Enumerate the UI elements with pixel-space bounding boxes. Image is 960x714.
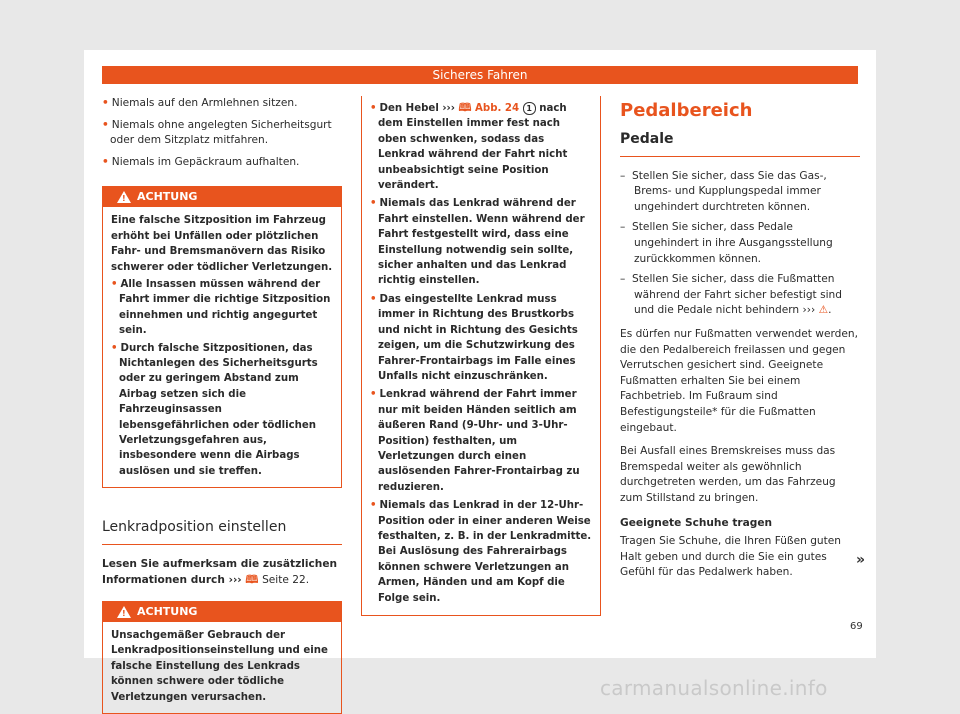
warning-box — [102, 601, 342, 714]
chapter-subtitle: Pedale — [620, 132, 860, 157]
warning-triangle-icon: ! — [117, 191, 131, 203]
warning-body — [103, 207, 341, 487]
bullet-icon: • — [102, 155, 109, 168]
paragraph: Es dürfen nur Fußmatten verwendet werden, die den Pedalbereich freilassen und gegen Verrutschen gesichert sind. Geeignete Fußmatten erhalten Sie bei einem Fachbetrieb. Im Fußraum sind Befestigungsteile* für die Fußmatten eingebaut. — [620, 327, 858, 434]
paragraph: Tragen Sie Schuhe, die Ihren Füßen guten Halt geben und durch die Sie ein gutes Gefühl für das Pedalwerk haben. — [620, 535, 842, 579]
figure-reference-link[interactable]: Abb. 24 — [475, 103, 520, 114]
list-item: • Niemals ohne angelegten Sicherheitsgurt oder dem Sitzplatz mitfahren. — [102, 118, 332, 147]
bullet-icon: • — [102, 97, 109, 109]
warning-item: • Das eingestellte Lenkrad muss immer in Richtung des Brustkorbs und nicht in Richtung des Gesichts zeigen, um die Schutzwirkung des Fahrer-Frontairbags im Falle eines Unfalls nicht einzuschränken. — [370, 293, 578, 382]
list-item: – Stellen Sie sicher, dass die Fußmatten während der Fahrt sicher befestigt sind und die Pedale nicht behindern ››› ⚠. — [620, 273, 842, 317]
column-middle — [361, 96, 601, 616]
book-icon: 🕮 — [245, 573, 259, 587]
book-icon: 🕮 — [458, 101, 472, 114]
warning-item: • Lenkrad während der Fahrt immer nur mit beiden Händen seitlich am äußeren Rand (9-Uhr- und 3-Uhr-Position) festhalten, um Verletzungen durch einen auslösenden Fahrer-Frontairbag zu reduzieren. — [370, 389, 580, 493]
warning-item: • Niemals das Lenkrad in der 12-Uhr-Position oder in einer anderen Weise festhalten, z. B. in der Lenkradmitte. Bei Auslösung des Fahrerairbags können schwere Verletzungen an Armen, Händen und am Kopf die Folge sein. — [370, 500, 592, 604]
continue-arrow-icon: » — [856, 552, 866, 568]
bullet-icon: • — [370, 198, 377, 210]
section-title: Lenkradposition einstellen — [102, 520, 342, 545]
list-item: • Niemals auf den Armlehnen sitzen. — [102, 97, 298, 109]
list-item: • Niemals im Gepäckraum aufhalten. — [102, 155, 300, 168]
column-right — [620, 96, 860, 581]
callout-number: 1 — [523, 102, 536, 115]
warning-continuation-box — [361, 96, 601, 616]
warning-intro: Eine falsche Sitzposition im Fahrzeug erhöht bei Unfällen oder plötzlichen Fahr- und Bremsmanövern das Risiko schwerer oder tödlicher Verletzungen. — [111, 215, 333, 273]
watermark: carmanualsonline.info — [600, 676, 828, 700]
paragraph-heading: Geeignete Schuhe tragen — [620, 517, 773, 530]
chapter-title: Pedalbereich — [620, 100, 753, 121]
list-item: – Stellen Sie sicher, dass Pedale ungehindert in ihre Ausgangsstellung zurückkommen können. — [620, 221, 833, 265]
bullet-icon: • — [111, 279, 118, 290]
bullet-icon: • — [370, 389, 377, 401]
warning-item: • Alle Insassen müssen während der Fahrt immer die richtige Sitzposition einnehmen und richtig angegurtet sein. — [111, 279, 331, 337]
page-reference-link[interactable]: Seite 22. — [262, 574, 310, 587]
warning-item: • Den Hebel ››› 🕮 Abb. 24 1 nach dem Einstellen immer fest nach oben schwenken, sodass das Lenkrad während der Fahrt nicht unbeabsichtigt seine Position verändert. — [370, 101, 568, 192]
warning-triangle-icon[interactable]: ⚠ — [818, 304, 829, 317]
section-intro: Lesen Sie aufmerksam die zusätzlichen Informationen durch ››› 🕮 Seite 22. — [102, 557, 338, 587]
warning-item: • Niemals das Lenkrad während der Fahrt einstellen. Wenn während der Fahrt festgestellt wird, dass eine Einstellung notwendig sein sollte, sicher anhalten und das Lenkrad richtig einstellen. — [370, 198, 585, 287]
warning-box — [102, 186, 342, 488]
warning-item: • Durch falsche Sitzpositionen, das Nichtanlegen des Sicherheitsgurts oder zu geringem Abstand zum Airbag setzen sich die Fahrzeuginsassen lebensgefährlichen oder tödlichen Verletzungsgefahren aus, insbesondere wenn die Airbags auslösen und sie treffen. — [111, 342, 318, 477]
warning-text: Unsachgemäßer Gebrauch der Lenkradpositionseinstellung und eine falsche Einstellung des Lenkrads können schwere oder tödliche Verletzungen verursachen. — [111, 630, 328, 703]
page-number: 69 — [850, 621, 863, 632]
bullet-icon: • — [102, 118, 109, 131]
paragraph: Bei Ausfall eines Bremskreises muss das Bremspedal weiter als gewöhnlich durchgetreten werden, um das Fahrzeug zum Stillstand zu bringen. — [620, 445, 836, 504]
bullet-icon: • — [111, 342, 118, 354]
bullet-icon: • — [370, 293, 377, 305]
list-item: – Stellen Sie sicher, dass Sie das Gas-, Brems- und Kupplungspedal immer ungehindert durchtreten können. — [620, 169, 827, 213]
warning-body — [103, 622, 341, 713]
warning-header: ! ACHTUNG — [103, 602, 341, 622]
warning-header: ! ACHTUNG — [103, 187, 341, 207]
warning-triangle-icon: ! — [117, 606, 131, 618]
column-left — [102, 96, 342, 714]
bullet-icon: • — [370, 500, 377, 512]
bullet-icon: • — [370, 103, 377, 114]
page-header: Sicheres Fahren — [102, 66, 858, 84]
